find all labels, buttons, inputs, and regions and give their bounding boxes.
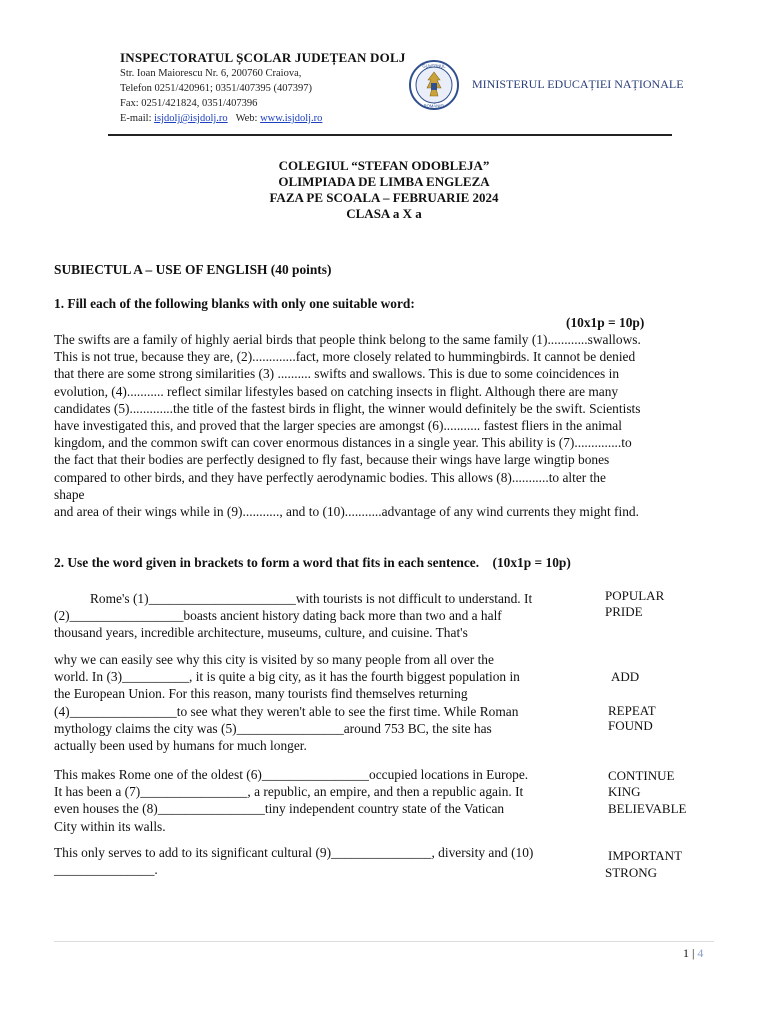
ex2-line: This makes Rome one of the oldest (6)________________occupied locations in Europe. <box>54 767 529 782</box>
ex2-line: It has been a (7)________________, a republic, an empire, and then a republic again. It <box>54 784 524 800</box>
org-contact <box>120 111 322 127</box>
org-phone: Telefon 0251/420961; 0351/407395 (407397) <box>120 83 313 94</box>
ex1-points: (10x1p = 10p) <box>566 315 645 330</box>
web-link[interactable]: www.isjdolj.ro <box>260 113 323 124</box>
page-total: 4 <box>697 946 704 960</box>
ex1-line: shape <box>54 486 85 502</box>
keyword: POPULAR <box>605 588 665 603</box>
ex1-text <box>54 331 714 520</box>
ex1-line: and area of their wings while in (9)..........., and to (10)...........advantage of any wind currents they might find. <box>54 504 639 520</box>
ex2-line: the European Union. For this reason, many tourists find themselves returning <box>54 686 468 702</box>
grade-title: CLASA a X a <box>346 206 422 221</box>
keyword: STRONG <box>605 865 658 880</box>
ex2-points: (10x1p = 10p) <box>492 555 571 570</box>
footer-divider <box>54 941 714 942</box>
ministry-name: MINISTERUL EDUCAȚIEI NAȚIONALE <box>472 77 684 91</box>
ex2-paragraph-4 <box>54 844 588 878</box>
ex1-line: candidates (5).............the title of the fastest birds in flight, the winner would definitely be the swift. Scientists <box>54 400 641 416</box>
ex2-line: actually been used by humans for much longer. <box>54 738 307 754</box>
seal-top-text: GUVERNUL <box>422 63 446 69</box>
keyword: PRIDE <box>605 604 643 619</box>
keyword: BELIEVABLE <box>608 801 687 816</box>
page-number <box>683 946 703 961</box>
ex1-line: have investigated this, and proved that the larger species are amongst (6)........... fastest fliers in the animal <box>54 418 622 434</box>
school-title: COLEGIUL “STEFAN ODOBLEJA” <box>278 158 490 173</box>
government-seal-icon <box>408 58 460 112</box>
keyword: FOUND <box>608 718 653 733</box>
ex2-line: _______________. <box>54 862 158 878</box>
keyword: CONTINUE <box>608 768 675 783</box>
ex1-line: the fact that their bodies are perfectly designed to fly fast, because their wings have large wingtip bones <box>54 452 610 468</box>
ex2-line: mythology claims the city was (5)________________around 753 BC, the site has <box>54 720 492 736</box>
ex1-line: The swifts are a family of highly aerial birds that people think belong to the same family (1)............swallows. <box>54 332 641 347</box>
ex1-line: kingdom, and the common swift can cover enormous distances in a single year. This ability is (7)..............to <box>54 435 632 451</box>
ex1-line: evolution, (4)........... reflect similar lifestyles based on catching insects in flight. Although there are many <box>54 383 619 399</box>
org-address: Str. Ioan Maiorescu Nr. 6, 200760 Craiova, <box>120 68 302 79</box>
ex1-instruction: 1. Fill each of the following blanks with only one suitable word: <box>54 296 415 311</box>
ex2-line: (2)_________________boasts ancient history dating back more than two and a half <box>54 608 502 624</box>
ex2-line: This only serves to add to its significant cultural (9)_______________, diversity and (10) <box>54 845 534 860</box>
seal-bottom-text: ROMÂNIEI <box>423 103 445 109</box>
email-label: E-mail: <box>120 113 152 124</box>
ex2-line: world. In (3)__________, it is quite a big city, as it has the fourth biggest population in <box>54 669 520 685</box>
ex1-line: This is not true, because they are, (2).............fact, more closely related to hummingbirds. It cannot be denied <box>54 349 636 365</box>
keyword: ADD <box>611 669 640 684</box>
ex2-line: even houses the (8)________________tiny independent country state of the Vatican <box>54 801 505 817</box>
ex2-line: why we can easily see why this city is visited by so many people from all over the <box>54 652 494 667</box>
ex2-paragraph-2 <box>54 651 588 754</box>
ex2-paragraph-1 <box>54 590 588 642</box>
phase-title: FAZA PE SCOALA – FEBRUARIE 2024 <box>269 190 499 205</box>
ex2-line: City within its walls. <box>54 818 166 834</box>
ex1-line: compared to other birds, and they have perfectly aerodynamic bodies. This allows (8)...........to alter the <box>54 469 606 485</box>
subject-heading: SUBIECTUL A – USE OF ENGLISH (40 points) <box>54 262 332 277</box>
web-label: Web: <box>235 113 258 124</box>
header-divider <box>108 134 672 136</box>
ex2-line: thousand years, incredible architecture, museums, culture, and cuisine. That's <box>54 625 468 641</box>
ex2-line: Rome's (1)______________________with tourists is not difficult to understand. It <box>90 591 533 606</box>
org-fax: Fax: 0251/421824, 0351/407396 <box>120 98 258 109</box>
ex1-line: that there are some strong similarities (3) .......... swifts and swallows. This is due to some coincidences in <box>54 366 620 382</box>
ex2-instruction-text: 2. Use the word given in brackets to form a word that fits in each sentence. <box>54 555 480 570</box>
org-title: INSPECTORATUL ȘCOLAR JUDEȚEAN DOLJ <box>120 50 406 65</box>
olympiad-title: OLIMPIADA DE LIMBA ENGLEZA <box>278 174 490 189</box>
email-link[interactable]: isjdolj@isjdolj.ro <box>154 113 228 124</box>
keyword: KING <box>608 784 641 799</box>
ex2-instruction <box>54 555 571 571</box>
page-separator: | <box>692 946 695 960</box>
ex2-paragraph-3 <box>54 766 588 835</box>
ex2-line: (4)________________to see what they weren't able to see the first time. While Roman <box>54 703 519 719</box>
keyword: REPEAT <box>608 703 656 718</box>
keyword: IMPORTANT <box>608 848 683 863</box>
page-current: 1 <box>683 946 689 960</box>
